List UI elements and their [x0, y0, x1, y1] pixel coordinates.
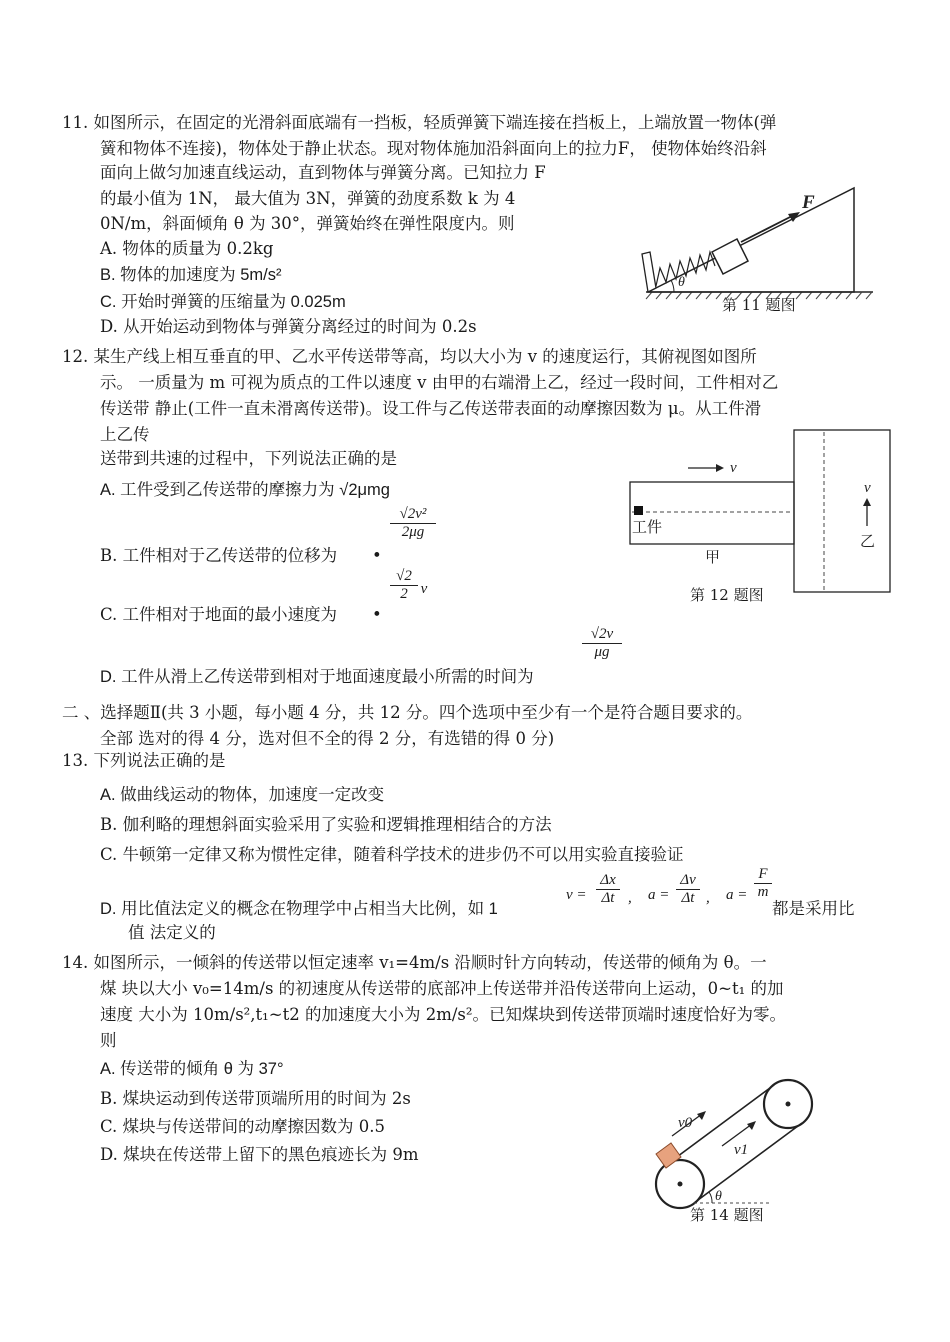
q12-line-1: 12. 某生产线上相互垂直的甲、乙水平传送带等高，均以大小为 v 的速度运行，其俯视图如图所	[62, 347, 757, 366]
belt-lower-run	[694, 1123, 802, 1203]
q14-line-4: 则	[100, 1031, 117, 1050]
section2-line-1: 二 、选择题Ⅱ(共 3 小题，每小题 4 分，共 12 分。四个选项中至少有一个是符合题目要求的。	[62, 703, 753, 722]
v-label-top: v	[730, 460, 737, 476]
q12-figure	[626, 428, 896, 596]
q11-line-2: 簧和物体不连接)，物体处于静止状态。现对物体施加沿斜面向上的拉力F， 使物体始终沿斜	[100, 139, 767, 158]
q14-line-1: 14. 如图所示，一倾斜的传送带以恒定速率 v₁=4m/s 沿顺时针方向转动，传送带的倾角为 θ。一	[62, 953, 767, 972]
v-label-right: v	[864, 480, 871, 496]
q12-option-a: A. 工件受到乙传送带的摩擦力为 √2μmg	[100, 481, 390, 499]
angle-label: θ	[715, 1189, 722, 1204]
q12-b-numerator: √2v²	[399, 506, 427, 522]
f2-denominator: Δt	[676, 889, 700, 907]
q12-option-b: B. 工件相对于乙传送带的位移为	[100, 546, 338, 565]
yi-label: 乙	[860, 532, 876, 550]
f1-denominator: Δt	[596, 889, 620, 907]
q12-line-5: 送带到共速的过程中，下列说法正确的是	[100, 449, 397, 468]
q12-line-4: 上乙传	[100, 425, 150, 444]
f3-numerator: F	[758, 866, 768, 882]
q12-c-numerator: √2	[396, 568, 412, 584]
v-arrowhead-right	[863, 498, 871, 506]
force-arrow	[741, 214, 796, 242]
belt-yi	[794, 430, 890, 592]
f2-lhs: a =	[648, 887, 670, 903]
q11-option-d: D. 从开始运动到物体与弹簧分离经过的时间为 0.2s	[100, 317, 477, 336]
baffle-plate	[642, 252, 656, 292]
v0-label: v0	[678, 1115, 693, 1131]
q13-option-a: A. 做曲线运动的物体，加速度一定改变	[100, 786, 385, 804]
q12-c-tail: v	[420, 581, 428, 597]
q12-line-3: 传送带 静止(工件一直未滑离传送带)。设工件与乙传送带表面的动摩擦因数为 μ。从工件滑	[100, 399, 762, 418]
q13-option-d-pre: D. 用比值法定义的概念在物理学中占相当大比例，如 1	[100, 900, 498, 918]
q14-option-a: A. 传送带的倾角 θ 为 37°	[100, 1060, 284, 1078]
q11-figure	[628, 182, 878, 300]
q12-option-c: C. 工件相对于地面的最小速度为	[100, 605, 338, 624]
q12-line-2: 示。 一质量为 m 可视为质点的工件以速度 v 由甲的右端滑上乙，经过一段时间，工件相对乙	[100, 373, 779, 392]
comma: ,	[628, 890, 632, 906]
v0-arrowhead	[697, 1111, 706, 1120]
q11-line-5: 0N/m，斜面倾角 θ 为 30°，弹簧始终在弹性限度内。则	[100, 214, 515, 233]
q11-option-b: B. 物体的加速度为 5m/s²	[100, 266, 282, 284]
f3-lhs: a =	[726, 887, 748, 903]
force-label: F	[802, 192, 815, 213]
f1-lhs: v =	[566, 887, 587, 903]
q11-line-3: 面向上做匀加速直线运动，直到物体与弹簧分离。已知拉力 F	[100, 163, 546, 182]
angle-label: θ	[678, 275, 685, 290]
spring	[656, 252, 715, 286]
q13-option-b: B. 伽利略的理想斜面实验采用了实验和逻辑推理相结合的方法	[100, 815, 552, 834]
workpiece-marker	[634, 506, 643, 515]
f1-fraction	[596, 872, 620, 907]
q11-line-4: 的最小值为 1N， 最大值为 3N，弹簧的劲度系数 k 为 4	[100, 189, 516, 208]
bullet: •	[372, 546, 382, 565]
workpiece-label: 工件	[632, 518, 663, 536]
v1-arrowhead	[747, 1121, 756, 1130]
q14-option-d: D. 煤块在传送带上留下的黑色痕迹长为 9m	[100, 1145, 419, 1164]
q14-figure	[648, 1070, 828, 1212]
q13-option-d-post: 都是采用比	[772, 899, 855, 918]
q11-line-1: 11. 如图所示，在固定的光滑斜面底端有一挡板，轻质弹簧下端连接在挡板上，上端放置一物体(弹	[62, 113, 777, 132]
comma: ,	[706, 890, 710, 906]
q14-option-b: B. 煤块运动到传送带顶端所用的时间为 2s	[100, 1089, 411, 1108]
angle-arc	[709, 1192, 712, 1203]
q12-b-fraction	[390, 506, 436, 541]
q13-option-d-line-2: 值 法定义的	[128, 923, 216, 942]
angle-arc	[671, 280, 674, 292]
q12-d-numerator: √2v	[590, 626, 614, 642]
v-arrowhead-top	[716, 464, 724, 472]
v1-label: v1	[734, 1142, 749, 1158]
q13-option-c: C. 牛顿第一定律又称为惯性定律，随着科学技术的进步仍不可以用实验直接验证	[100, 845, 684, 864]
q11-option-a: A. 物体的质量为 0.2kg	[100, 239, 274, 258]
q12-c-denominator: 2	[390, 585, 418, 603]
q12-b-denominator: 2μg	[390, 523, 436, 541]
top-pulley-axle	[786, 1102, 791, 1107]
q11-option-c: C. 开始时弹簧的压缩量为 0.025m	[100, 293, 346, 311]
q14-caption: 第 14 题图	[690, 1206, 764, 1224]
q12-d-denominator: μg	[582, 643, 622, 661]
jia-label: 甲	[705, 548, 721, 566]
q14-option-c: C. 煤块与传送带间的动摩擦因数为 0.5	[100, 1117, 386, 1136]
f3-fraction	[754, 866, 772, 901]
section2-line-2: 全部 选对的得 4 分，选对但不全的得 2 分，有选错的得 0 分)	[100, 729, 555, 748]
bottom-pulley-axle	[678, 1182, 683, 1187]
q12-option-d: D. 工件从滑上乙传送带到相对于地面速度最小所需的时间为	[100, 668, 534, 686]
q14-line-3: 速度 大小为 10m/s²,t₁~t2 的加速度大小为 2m/s²。已知煤块到传送带顶端时速度恰好为零。	[100, 1005, 786, 1024]
f1-numerator: Δx	[600, 872, 616, 888]
q12-caption: 第 12 题图	[690, 586, 764, 604]
q12-d-fraction	[582, 626, 622, 661]
q12-c-fraction	[390, 568, 418, 603]
q13-stem: 13. 下列说法正确的是	[62, 751, 226, 770]
f3-denominator: m	[754, 883, 772, 901]
q11-caption: 第 11 题图	[722, 296, 796, 314]
f2-numerator: Δv	[680, 872, 696, 888]
f2-fraction	[676, 872, 700, 907]
q14-line-2: 煤 块以大小 v₀=14m/s 的初速度从传送带的底部冲上传送带并沿传送带向上运动，0~t₁ 的加	[100, 979, 784, 998]
bullet: •	[372, 605, 382, 624]
